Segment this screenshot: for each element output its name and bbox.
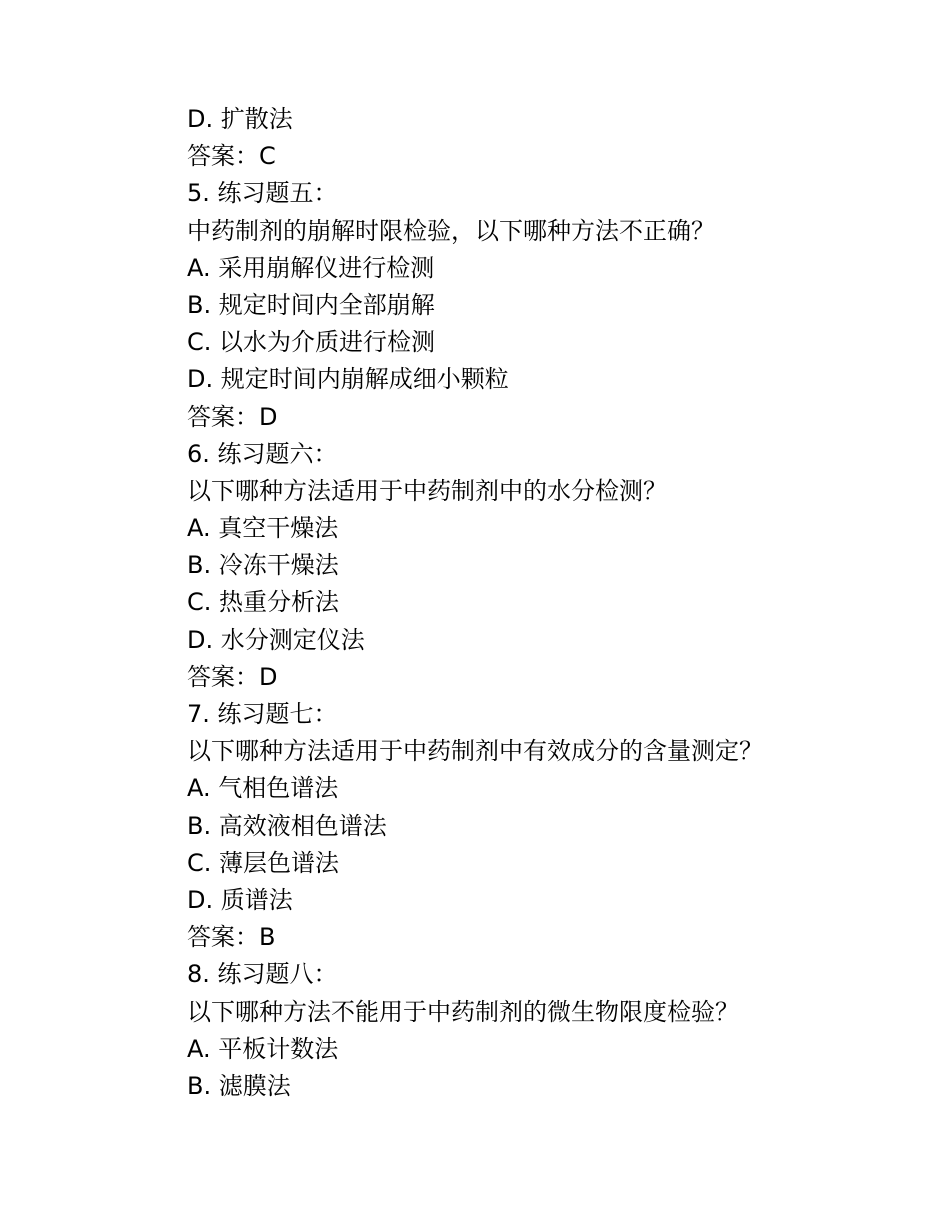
option-line: D. 质谱法 xyxy=(187,885,293,914)
answer-line: 答案：B xyxy=(187,923,276,952)
question-heading: 6. 练习题六： xyxy=(187,439,338,468)
question-heading: 8. 练习题八： xyxy=(187,960,338,989)
question-text: 中药制剂的崩解时限检验，以下哪种方法不正确？ xyxy=(187,216,715,245)
option-line: A. 气相色谱法 xyxy=(187,774,339,803)
option-line: A. 真空干燥法 xyxy=(187,514,339,543)
answer-line: 答案：C xyxy=(187,142,276,171)
question-text: 以下哪种方法适用于中药制剂中有效成分的含量测定？ xyxy=(187,737,763,766)
option-line: A. 平板计数法 xyxy=(187,1034,339,1063)
question-heading: 7. 练习题七： xyxy=(187,700,338,728)
option-line: A. 采用崩解仪进行检测 xyxy=(187,253,435,282)
option-line: D. 水分测定仪法 xyxy=(187,625,365,654)
option-line: C. 薄层色谱法 xyxy=(187,848,340,877)
answer-line: 答案：D xyxy=(187,662,278,691)
document-body xyxy=(187,101,887,1105)
option-line: C. 热重分析法 xyxy=(187,588,340,617)
answer-line: 答案：D xyxy=(187,402,278,431)
option-line: B. 规定时间内全部崩解 xyxy=(187,290,435,319)
question-heading: 5. 练习题五： xyxy=(187,179,338,208)
option-line: B. 高效液相色谱法 xyxy=(187,811,387,840)
option-line: D. 扩散法 xyxy=(187,105,293,133)
option-line: B. 冷冻干燥法 xyxy=(187,551,339,580)
question-text: 以下哪种方法不能用于中药制剂的微生物限度检验？ xyxy=(187,997,739,1026)
option-line: D. 规定时间内崩解成细小颗粒 xyxy=(187,365,509,394)
question-text: 以下哪种方法适用于中药制剂中的水分检测？ xyxy=(187,476,667,505)
option-line: C. 以水为介质进行检测 xyxy=(187,328,436,357)
option-line: B. 滤膜法 xyxy=(187,1071,291,1100)
